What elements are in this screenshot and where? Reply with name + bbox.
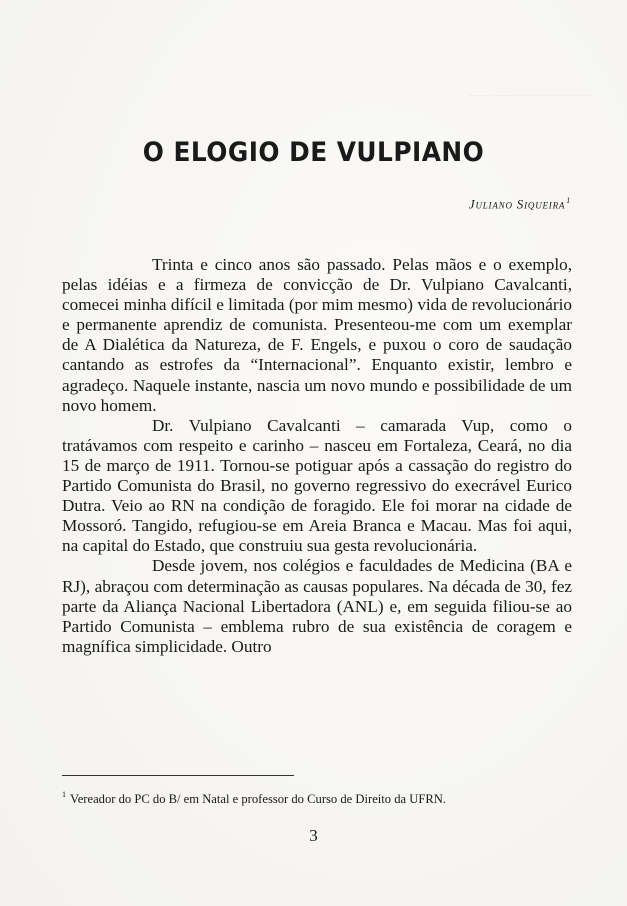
page-number: 3 <box>309 826 318 845</box>
footnote <box>62 790 582 807</box>
footnote-marker: 1 <box>62 790 66 799</box>
footnote-divider <box>62 775 294 776</box>
footnote-text: Vereador do PC do B/ em Natal e professor do Curso de Direito da UFRN. <box>70 792 446 806</box>
author-name: Juliano Siqueira <box>468 196 566 212</box>
paragraph: Desde jovem, nos colégios e faculdades de Medicina (BA e RJ), abraçou com determinação as causas populares. Na década de 30, fez parte da Aliança Nacional Libertadora (ANL) e, em seguida filiou-se ao Partido Comunista – emblema rubro de sua existência de coragem e magnífica simplicidade. Outro <box>62 556 572 656</box>
author-byline <box>469 196 571 212</box>
paragraph: Trinta e cinco anos são passado. Pelas mãos e o exemplo, pelas idéias e a firmeza de convicção de Dr. Vulpiano Cavalcanti, comecei minha difícil e limitada (por mim mesmo) vida de revolucionário e permanente aprendiz de comunista. Presenteou-me com um exemplar de A Dialética da Natureza, de F. Engels, e puxou o coro de saudação cantando as estrofes da “Internacional”. Enquanto existir, lembro e agradeço. Naquele instante, nascia um novo mundo e possibilidade de um novo homem. <box>62 255 572 415</box>
article-body <box>62 255 572 657</box>
page-title: O ELOGIO DE VULPIANO <box>142 137 485 168</box>
paragraph: Dr. Vulpiano Cavalcanti – camarada Vup, como o tratávamos com respeito e carinho – nasceu em Fortaleza, Ceará, no dia 15 de março de 1911. Tornou-se potiguar após a cassação do registro do Partido Comunista do Brasil, no governo regressivo do execrável Eurico Dutra. Veio ao RN na condição de foragido. Ele foi morar na cidade de Mossoró. Tangido, refugiou-se em Areia Branca e Macau. Mas foi aqui, na capital do Estado, que construiu sua gesta revolucionária. <box>62 415 572 556</box>
author-footnote-marker: 1 <box>566 196 571 205</box>
